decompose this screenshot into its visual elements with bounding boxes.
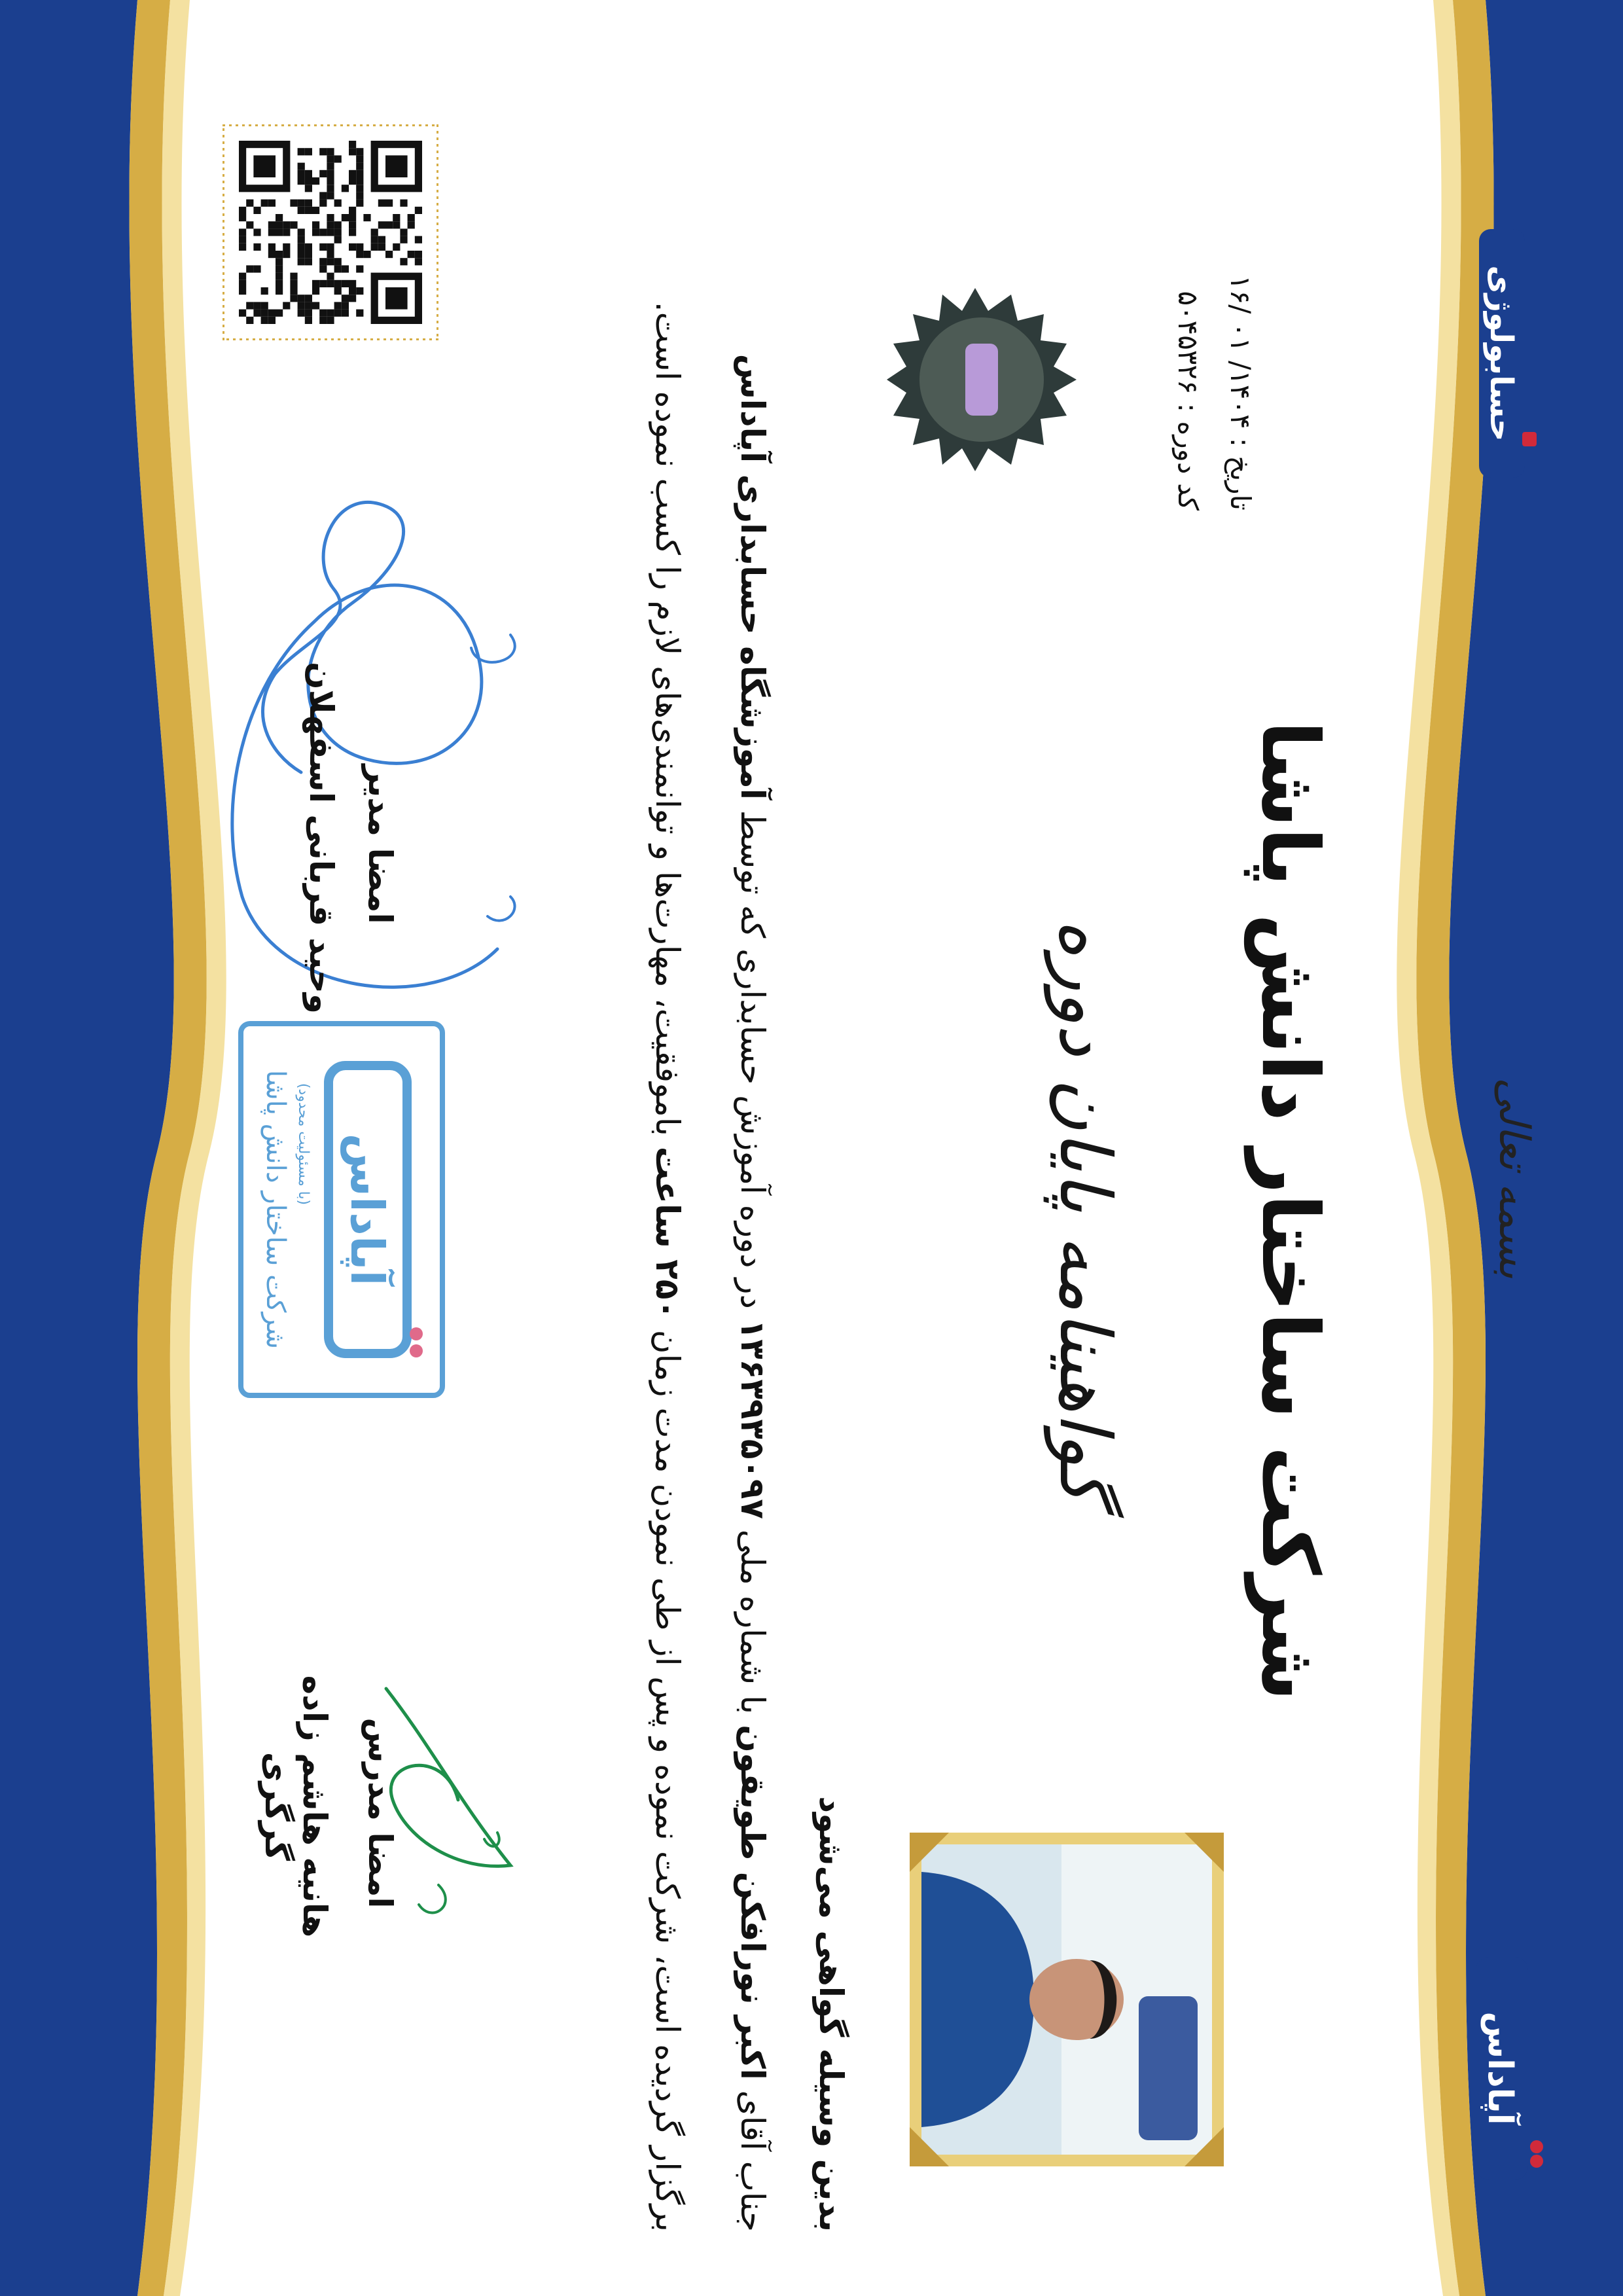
teacher-signature-label: امضا مدرس — [361, 1717, 399, 1909]
logo-apadas-text: آپاداس — [1480, 2011, 1520, 2125]
body-success-text: باموفقیت، مهارت‌ها و توانمندی‌های لازم را کسب نموده است. — [649, 301, 687, 1136]
national-id: ۱۳۶۳۹۳۵۰۹۷ — [734, 1319, 772, 1519]
logo-hesabology — [1466, 216, 1544, 491]
student-photo — [910, 1833, 1224, 2166]
institute-name: آموزشگاه حسابداری آپاداس — [734, 353, 772, 800]
logo-hesabology-text: حسابولوژی — [1483, 265, 1520, 442]
body-intro: بدین وسیله گواهی می‌شود — [812, 1796, 850, 2232]
qr-code-icon — [223, 124, 438, 340]
course-code: کد دوره : ۵۰۴۵۳۲۶ — [1172, 291, 1204, 511]
certificate-subtitle: گواهینامه پایان دوره — [1044, 919, 1126, 1503]
body-line-2 — [733, 216, 772, 2232]
company-title: شرکت ساختار دانش پاشا — [1244, 720, 1335, 1702]
qr-code — [223, 124, 438, 340]
student-name: اکبر نورافکن طویقون — [734, 1725, 772, 2080]
body-national-id-label: با شماره ملی — [734, 1529, 772, 1715]
course-hours: ۲۵۰ ساعت — [649, 1146, 687, 1319]
certificate-date: تاریخ : ۱۴۰۴/ ۰۱ /۱۶ — [1224, 275, 1257, 511]
manager-signature-label: امضا مدیر — [361, 764, 399, 924]
body-course-text: در دوره آموزش حسابداری که توسط — [734, 810, 772, 1309]
manager-name: وحید قربانی اسفهلان — [302, 662, 340, 1014]
body-mister: جناب آقای — [734, 2090, 772, 2232]
logo-apadas — [1466, 1950, 1551, 2186]
photo-frame-icon — [910, 1833, 1224, 2166]
teacher-name: هانیه هاشم زاده گرگری — [258, 1675, 334, 1938]
basmala: بسمه تعالی — [1489, 1077, 1538, 1279]
body-line-3 — [648, 216, 687, 2232]
company-stamp — [238, 1021, 445, 1398]
stamp-brand: آپاداس — [340, 1133, 394, 1286]
body-held-text: برگزار گردیده است، شرکت نموده و پس از طی نمودن مدت زمان — [649, 1329, 687, 2232]
body-line-1 — [812, 216, 851, 2232]
stamp-note: (با مسئولیت محدود) — [295, 1083, 312, 1206]
hologram-seal-icon — [883, 281, 1080, 478]
stamp-company: شرکت ساختار دانش پاشا — [260, 1069, 291, 1350]
